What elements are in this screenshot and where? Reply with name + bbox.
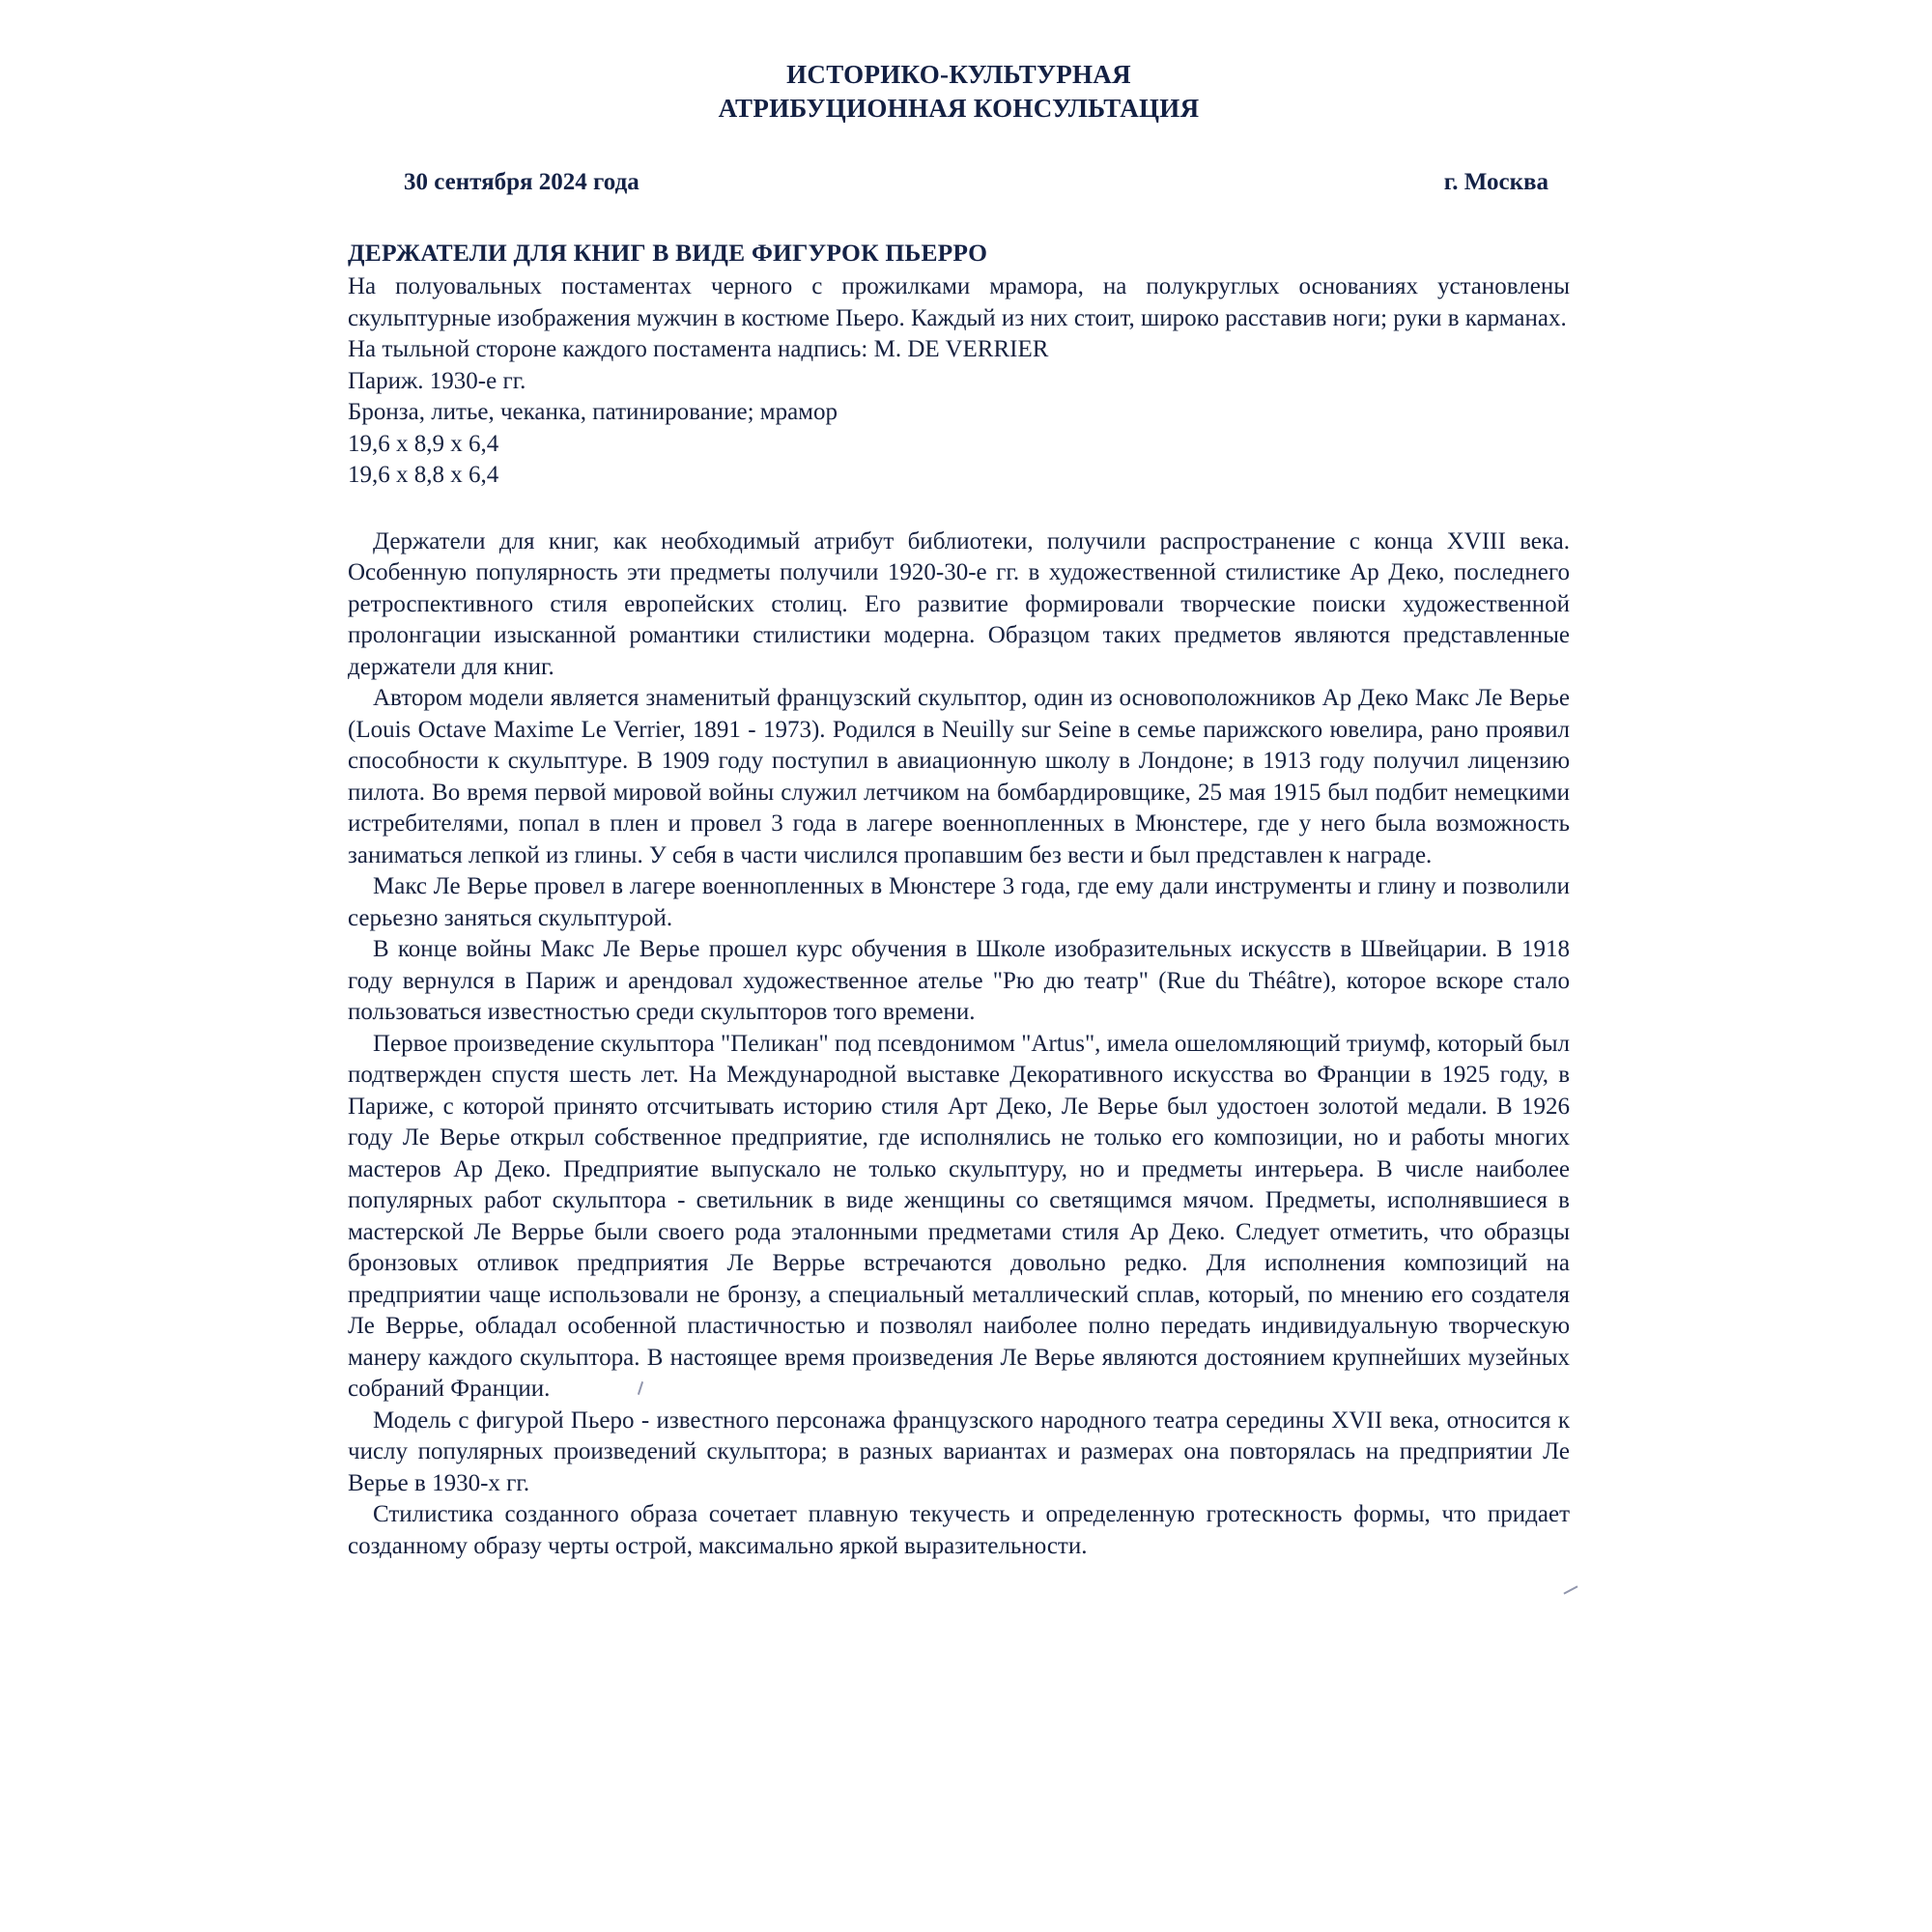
narrative-paragraph-2: Автором модели является знаменитый французский скульптор, один из основоположников Ар Деко Макс Ле Верье (Louis Octave Maxime Le Verrier, 1891 - 1973). Родился в Neuilly sur Seine в семье парижского ювелира, рано проявил способности к скульптуре. В 1909 году поступил в авиационную школу в Лондоне; в 1913 году получил лицензию пилота. Во время первой мировой войны служил летчиком на бомбардировщике, 25 мая 1915 был подбит немецкими истребителями, попал в плен и провел 3 года в лагере военнопленных в Мюнстере, где у него была возможность заниматься лепкой из глины. У себя в части числился пропавшим без вести и был представлен к награде.	[348, 685, 1570, 868]
narrative-paragraph-4: В конце войны Макс Ле Верье прошел курс обучения в Школе изобразительных искусств в Швейцарии. В 1918 году вернулся в Париж и арендовал художественное ателье "Рю дю театр" (Rue du Théâtre), которое вскоре стало пользоваться известностью среди скульпторов того времени.	[348, 936, 1570, 1026]
description-origin: Париж. 1930-е гг.	[348, 367, 526, 394]
description-dimensions-2: 19,6 х 8,8 х 6,4	[348, 462, 499, 489]
document-title-line-1: ИСТОРИКО-КУЛЬТУРНАЯ	[786, 60, 1131, 89]
narrative-paragraph-5: Первое произведение скульптора "Пеликан" под псевдонимом "Artus", имела ошеломляющий триумф, который был подтвержден спустя шесть лет. На Международной выставке Декоративного искусства во Франции в 1925 году, в Париже, с которой принято отсчитывать историю стиля Арт Деко, Ле Верье был удостоен золотой медали. В 1926 году Ле Верье открыл собственное предприятие, где исполнялись не только его композиции, но и работы многих мастеров Ар Деко. Предприятие выпускало не только скульптуру, но и предметы интерьера. В числе наиболее популярных работ скульптора - светильник в виде женщины со светящимся мячом. Предметы, исполнявшиеся в мастерской Ле Веррье были своего рода эталонными предметами стиля Ар Деко. Следует отметить, что образцы бронзовых отливок предприятия Ле Веррье встречаются довольно редко. Для исполнения композиций на предприятии чаще использовали не бронзу, а специальный металлический сплав, который, по мнению его создателя Ле Веррье, обладал особенной пластичностью и позволял наиболее полно передать индивидуальную творческую манеру каждого скульптора. В настоящее время произведения Ле Верье являются достоянием крупнейших музейных собраний Франции.	[348, 1030, 1570, 1403]
description-paragraph: На полуовальных постаментах черного с прожилками мрамора, на полукруглых основаниях установлены скульптурные изображения мужчин в костюме Пьеро. Каждый из них стоит, широко расставив ноги; руки в карманах.	[348, 273, 1570, 331]
document-meta-row	[348, 169, 1570, 196]
narrative-block	[348, 526, 1570, 1563]
narrative-paragraph-7: Стилистика созданного образа сочетает плавную текучесть и определенную гротескность формы, что придает созданному образу черты острой, максимально яркой выразительности.	[348, 1501, 1570, 1559]
stray-pen-mark-secondary-icon	[1563, 1585, 1577, 1594]
object-heading: ДЕРЖАТЕЛИ ДЛЯ КНИГ В ВИДЕ ФИГУРОК ПЬЕРРО	[348, 239, 988, 268]
narrative-paragraph-1: Держатели для книг, как необходимый атрибут библиотеки, получили распространение с конца XVIII века. Особенную популярность эти предметы получили 1920-30-е гг. в художественной стилистике Ар Деко, последнего ретроспективного стиля европейских столиц. Его развитие формировали творческие поиски художественной пролонгации изысканной романтики стилистики модерна. Образцом таких предметов являются представленные держатели для книг.	[348, 527, 1570, 680]
narrative-paragraph-6: Модель с фигурой Пьеро - известного персонажа французского народного театра середины XVII века, относится к числу популярных произведений скульптора; в разных вариантах и размерах она повторялась на предприятии Ле Верье в 1930-х гг.	[348, 1406, 1570, 1496]
document-title	[348, 58, 1570, 125]
object-description-block	[348, 271, 1570, 492]
description-materials: Бронза, литье, чеканка, патинирование; мрамор	[348, 399, 838, 426]
description-dimensions-1: 19,6 х 8,9 х 6,4	[348, 430, 499, 457]
narrative-paragraph-3: Макс Ле Верье провел в лагере военнопленных в Мюнстере 3 года, где ему дали инструменты и глину и позволили серьезно заняться скульптурой.	[348, 873, 1570, 931]
document-content	[348, 58, 1570, 1562]
document-city: г. Москва	[1443, 169, 1548, 196]
document-title-line-2: АТРИБУЦИОННАЯ КОНСУЛЬТАЦИЯ	[718, 93, 1200, 123]
description-inscription: На тыльной стороне каждого постамента надпись: M. DE VERRIER	[348, 336, 1049, 363]
document-date: 30 сентября 2024 года	[404, 169, 639, 196]
